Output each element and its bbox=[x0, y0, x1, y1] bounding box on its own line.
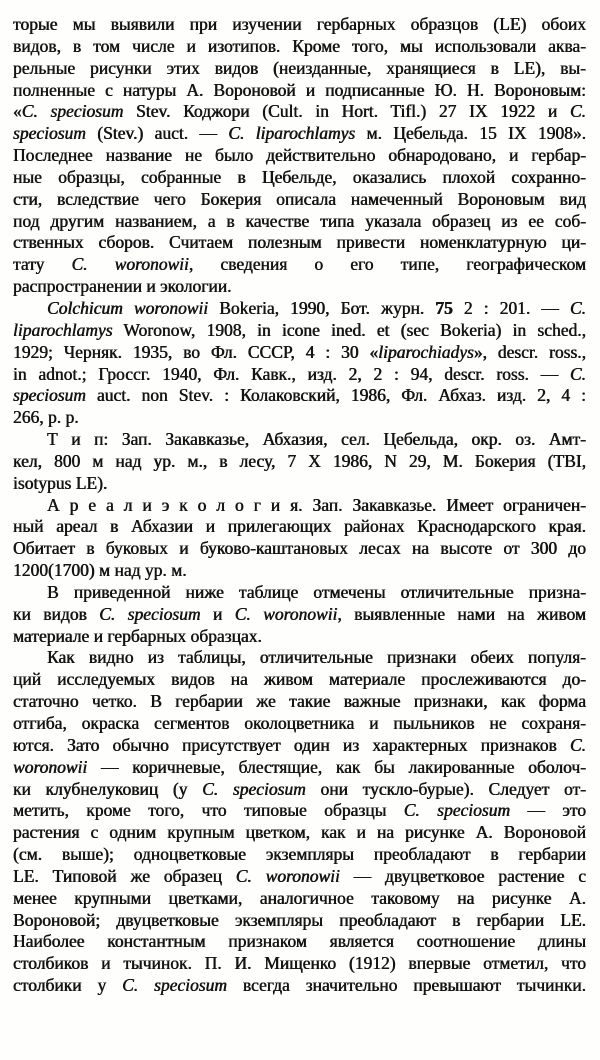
text-line: LE. Типовой же образец C. woronowii — двуцветковое растение с bbox=[13, 865, 587, 886]
text-line: сти, вследствие чего Бокерия описала намеченный Вороновым вид bbox=[13, 188, 586, 209]
text-line: столбиков и тычинок. П. И. Мищенко (1912) впервые отметил, что bbox=[13, 953, 586, 974]
paragraph bbox=[13, 429, 586, 495]
text-line: Вороновой; двуцветковые экземпляры преобладают в гербарии LE. bbox=[13, 909, 586, 930]
text-line: (см. выше); одноцветковые экземпляры преобладают в гербарии bbox=[13, 844, 586, 865]
text-line: Обитает в буковых и буково-каштановых лесах на высоте от 300 до bbox=[13, 538, 586, 559]
text-line: liparochlamys Woronow, 1908, in icone ined. et (sec Bokeria) in sched., bbox=[13, 319, 586, 340]
text-line: 1929; Черняк. 1935, во Фл. СССР, 4 : 30 «liparochiadys», descr. ross., bbox=[13, 341, 586, 362]
text-line: под другим названием, а в качестве типа указала образец из ее соб- bbox=[13, 210, 586, 231]
text-line: Как видно из таблицы, отличительные признаки обеих популя- bbox=[47, 647, 586, 668]
paragraph bbox=[13, 298, 586, 429]
text-line: ки клубнелуковиц (у C. speciosum они тускло-бурые). Следует от- bbox=[13, 778, 586, 799]
text-line: speciosum (Stev.) auct. — C. liparochlamys м. Цебельда. 15 IX 1908». bbox=[13, 123, 587, 144]
text-line: Colchicum woronowii Bokeria, 1990, Бот. журн. 75 2 : 201. — C. bbox=[47, 297, 586, 318]
text-line: isotypus LE). bbox=[13, 472, 108, 493]
text-line: видов, в том числе и изотипов. Кроме того, мы использовали аква- bbox=[13, 35, 586, 56]
text-line: полненные с натуры А. Вороновой и подписанные Ю. Н. Вороновым: bbox=[13, 79, 586, 100]
text-line: «C. speciosum Stev. Коджори (Cult. in Hort. Tifl.) 27 IX 1922 и C. bbox=[13, 101, 586, 122]
paragraph bbox=[13, 582, 586, 648]
text-line: ций исследуемых видов на живом материале прослеживаются до- bbox=[13, 669, 586, 690]
text-line: тату C. woronowii, сведения о его типе, географическом bbox=[13, 254, 587, 275]
text-line: статочно четко. В гербарии же такие важные признаки, как форма bbox=[13, 691, 586, 712]
text-line: растения с одним крупным цветком, как и на рисунке А. Вороновой bbox=[13, 822, 586, 843]
text-line: woronowii — коричневые, блестящие, как бы лакированные оболоч- bbox=[13, 756, 586, 777]
paragraph bbox=[13, 495, 586, 582]
text-line: Наиболее константным признаком является соотношение длины bbox=[13, 931, 586, 952]
text-line: кел, 800 м над ур. м., в лесу, 7 X 1986, N 29, М. Бокерия (TBI, bbox=[13, 450, 586, 471]
text-line: Т и п: Зап. Закавказье, Абхазия, сел. Цебельда, окр. оз. Амт- bbox=[47, 429, 586, 450]
text-line: торые мы выявили при изучении гербарных образцов (LE) обоих bbox=[13, 14, 586, 34]
text-line: ный ареал в Абхазии и прилегающих районах Краснодарского края. bbox=[13, 516, 586, 537]
text-line: speciosum auct. non Stev. : Колаковский, 1986, Фл. Абхаз. изд. 2, 4 : bbox=[13, 385, 586, 406]
paragraph bbox=[13, 647, 586, 997]
text-line: рельные рисунки этих видов (неизданные, хранящиеся в LE), вы- bbox=[13, 57, 586, 78]
text-line: 1200(1700) м над ур. м. bbox=[13, 560, 187, 581]
paragraph bbox=[13, 14, 586, 298]
text-line: А р е а л и э к о л о г и я. Зап. Закавказье. Имеет ограничен- bbox=[47, 494, 586, 515]
text-line: материале и гербарных образцах. bbox=[13, 625, 262, 646]
text-line: Последнее название не было действительно обнародовано, и гербар- bbox=[13, 145, 586, 166]
text-line: распространении и экологии. bbox=[13, 276, 232, 297]
text-line: менее крупными цветками, аналогичное таковому на рисунке А. bbox=[13, 887, 586, 908]
text-line: столбики у C. speciosum всегда значительно превышают тычинки. bbox=[13, 975, 586, 996]
text-line: 266, p. p. bbox=[13, 407, 79, 428]
text-line: ки видов C. speciosum и C. woronowii, выявленные нами на живом bbox=[13, 603, 586, 624]
text-line: ственных сборов. Считаем полезным привести номенклатурную ци- bbox=[13, 232, 586, 253]
text-line: ются. Зато обычно присутствует один из характерных признаков C. bbox=[13, 734, 586, 755]
text-line: метить, кроме того, что типовые образцы C. speciosum — это bbox=[13, 800, 586, 821]
text-line: in adnot.; Гроссг. 1940, Фл. Кавк., изд. 2, 2 : 94, descr. ross. — C. bbox=[13, 363, 586, 384]
text-line: ные образцы, собранные в Цебельде, оказались плохой сохранно- bbox=[13, 166, 586, 187]
text-line: отгиба, окраска сегментов околоцветника и пыльников не сохраня- bbox=[13, 713, 586, 733]
text-line: В приведенной ниже таблице отмечены отличительные призна- bbox=[47, 581, 586, 602]
